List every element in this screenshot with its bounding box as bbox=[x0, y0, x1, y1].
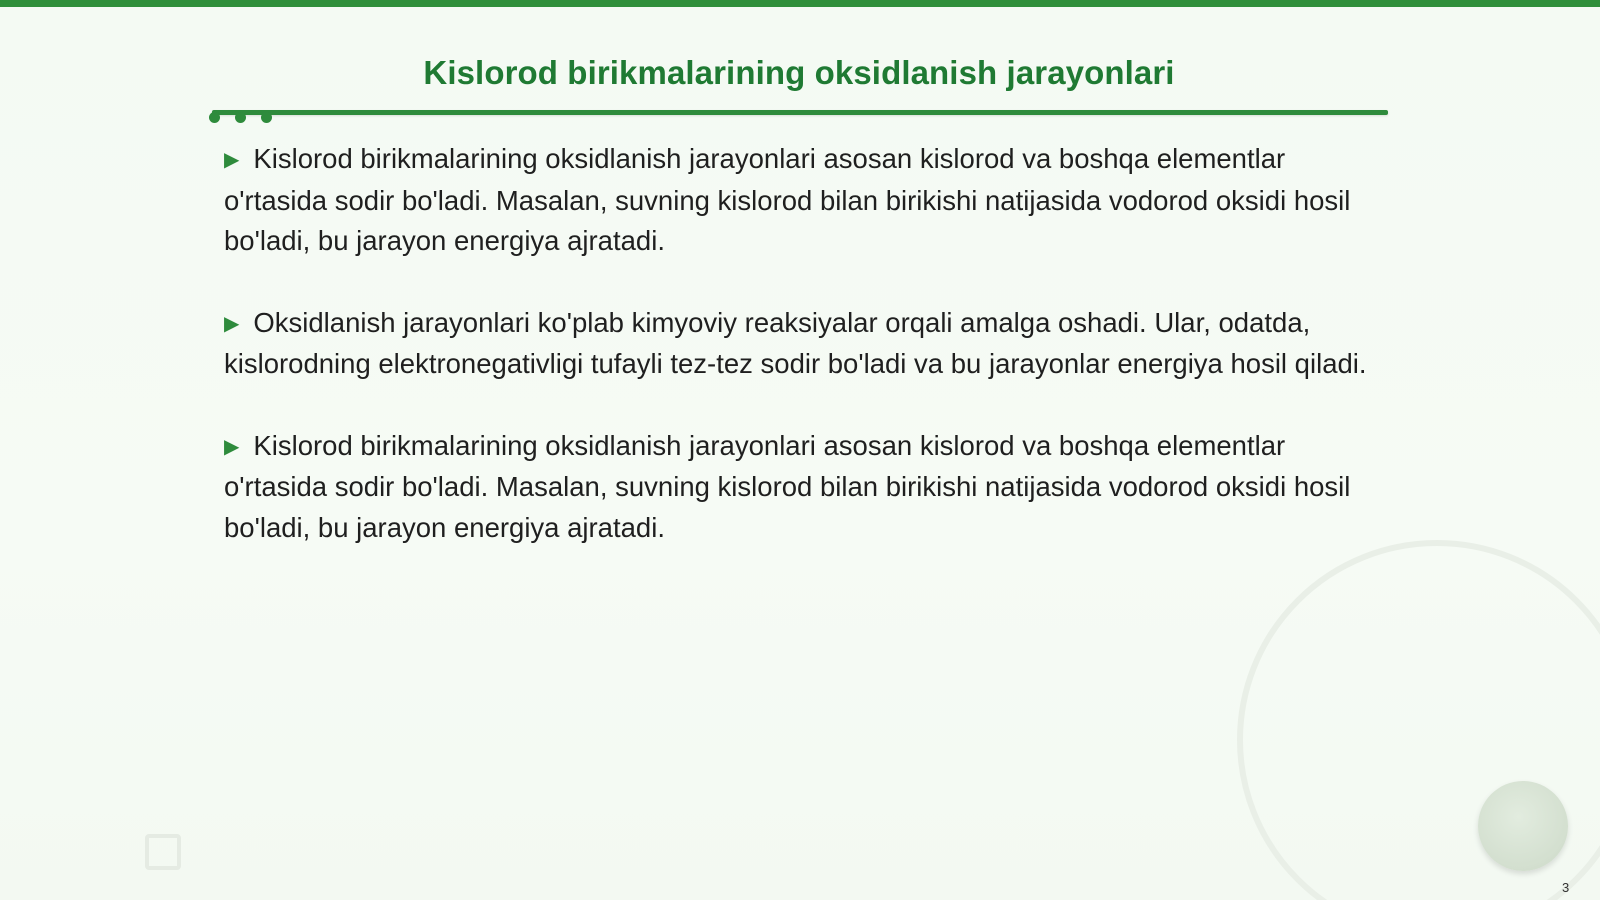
underline-dot bbox=[209, 112, 220, 123]
bullet-text: Kislorod birikmalarining oksidlanish jarayonlari asosan kislorod va boshqa elementlar o'rtasida sodir bo'ladi. Masalan, suvning kislorod bilan birikishi natijasida vodorod oksidi hosil bo'ladi, bu jarayon energiya ajratadi. bbox=[224, 429, 1351, 543]
triangle-bullet-icon: ▶ bbox=[224, 312, 240, 335]
top-accent-bar bbox=[0, 0, 1600, 7]
triangle-bullet-icon: ▶ bbox=[224, 149, 240, 171]
title-underline bbox=[212, 110, 1388, 115]
bullet-text: Kislorod birikmalarining oksidlanish jarayonlari asosan kislorod va boshqa elementlar o'rtasida sodir bo'ladi. Masalan, suvning kislorod bilan birikishi natijasida vodorod oksidi hosil bo'ladi, bu jarayon energiya ajratadi. bbox=[224, 143, 1351, 256]
page-number: 3 bbox=[1562, 880, 1570, 895]
bullet-text: Oksidlanish jarayonlari ko'plab kimyoviy reaksiyalar orqali amalga oshadi. Ular, odatda, kislorodning elektronegativligi tufayli tez-tez sodir bo'ladi va bu jarayonlar energiya hosil qiladi. bbox=[224, 306, 1367, 379]
underline-dot bbox=[261, 112, 272, 123]
bullet-item bbox=[224, 139, 1369, 262]
bullet-item bbox=[224, 303, 1369, 385]
bullet-item bbox=[224, 426, 1369, 549]
underline-dot bbox=[235, 112, 246, 123]
slide-title: Kislorod birikmalarining oksidlanish jarayonlari bbox=[423, 54, 1175, 91]
triangle-bullet-icon: ▶ bbox=[224, 435, 240, 458]
bullet-list bbox=[224, 139, 1369, 589]
decorative-square bbox=[145, 834, 181, 870]
decorative-circle bbox=[1478, 781, 1568, 871]
